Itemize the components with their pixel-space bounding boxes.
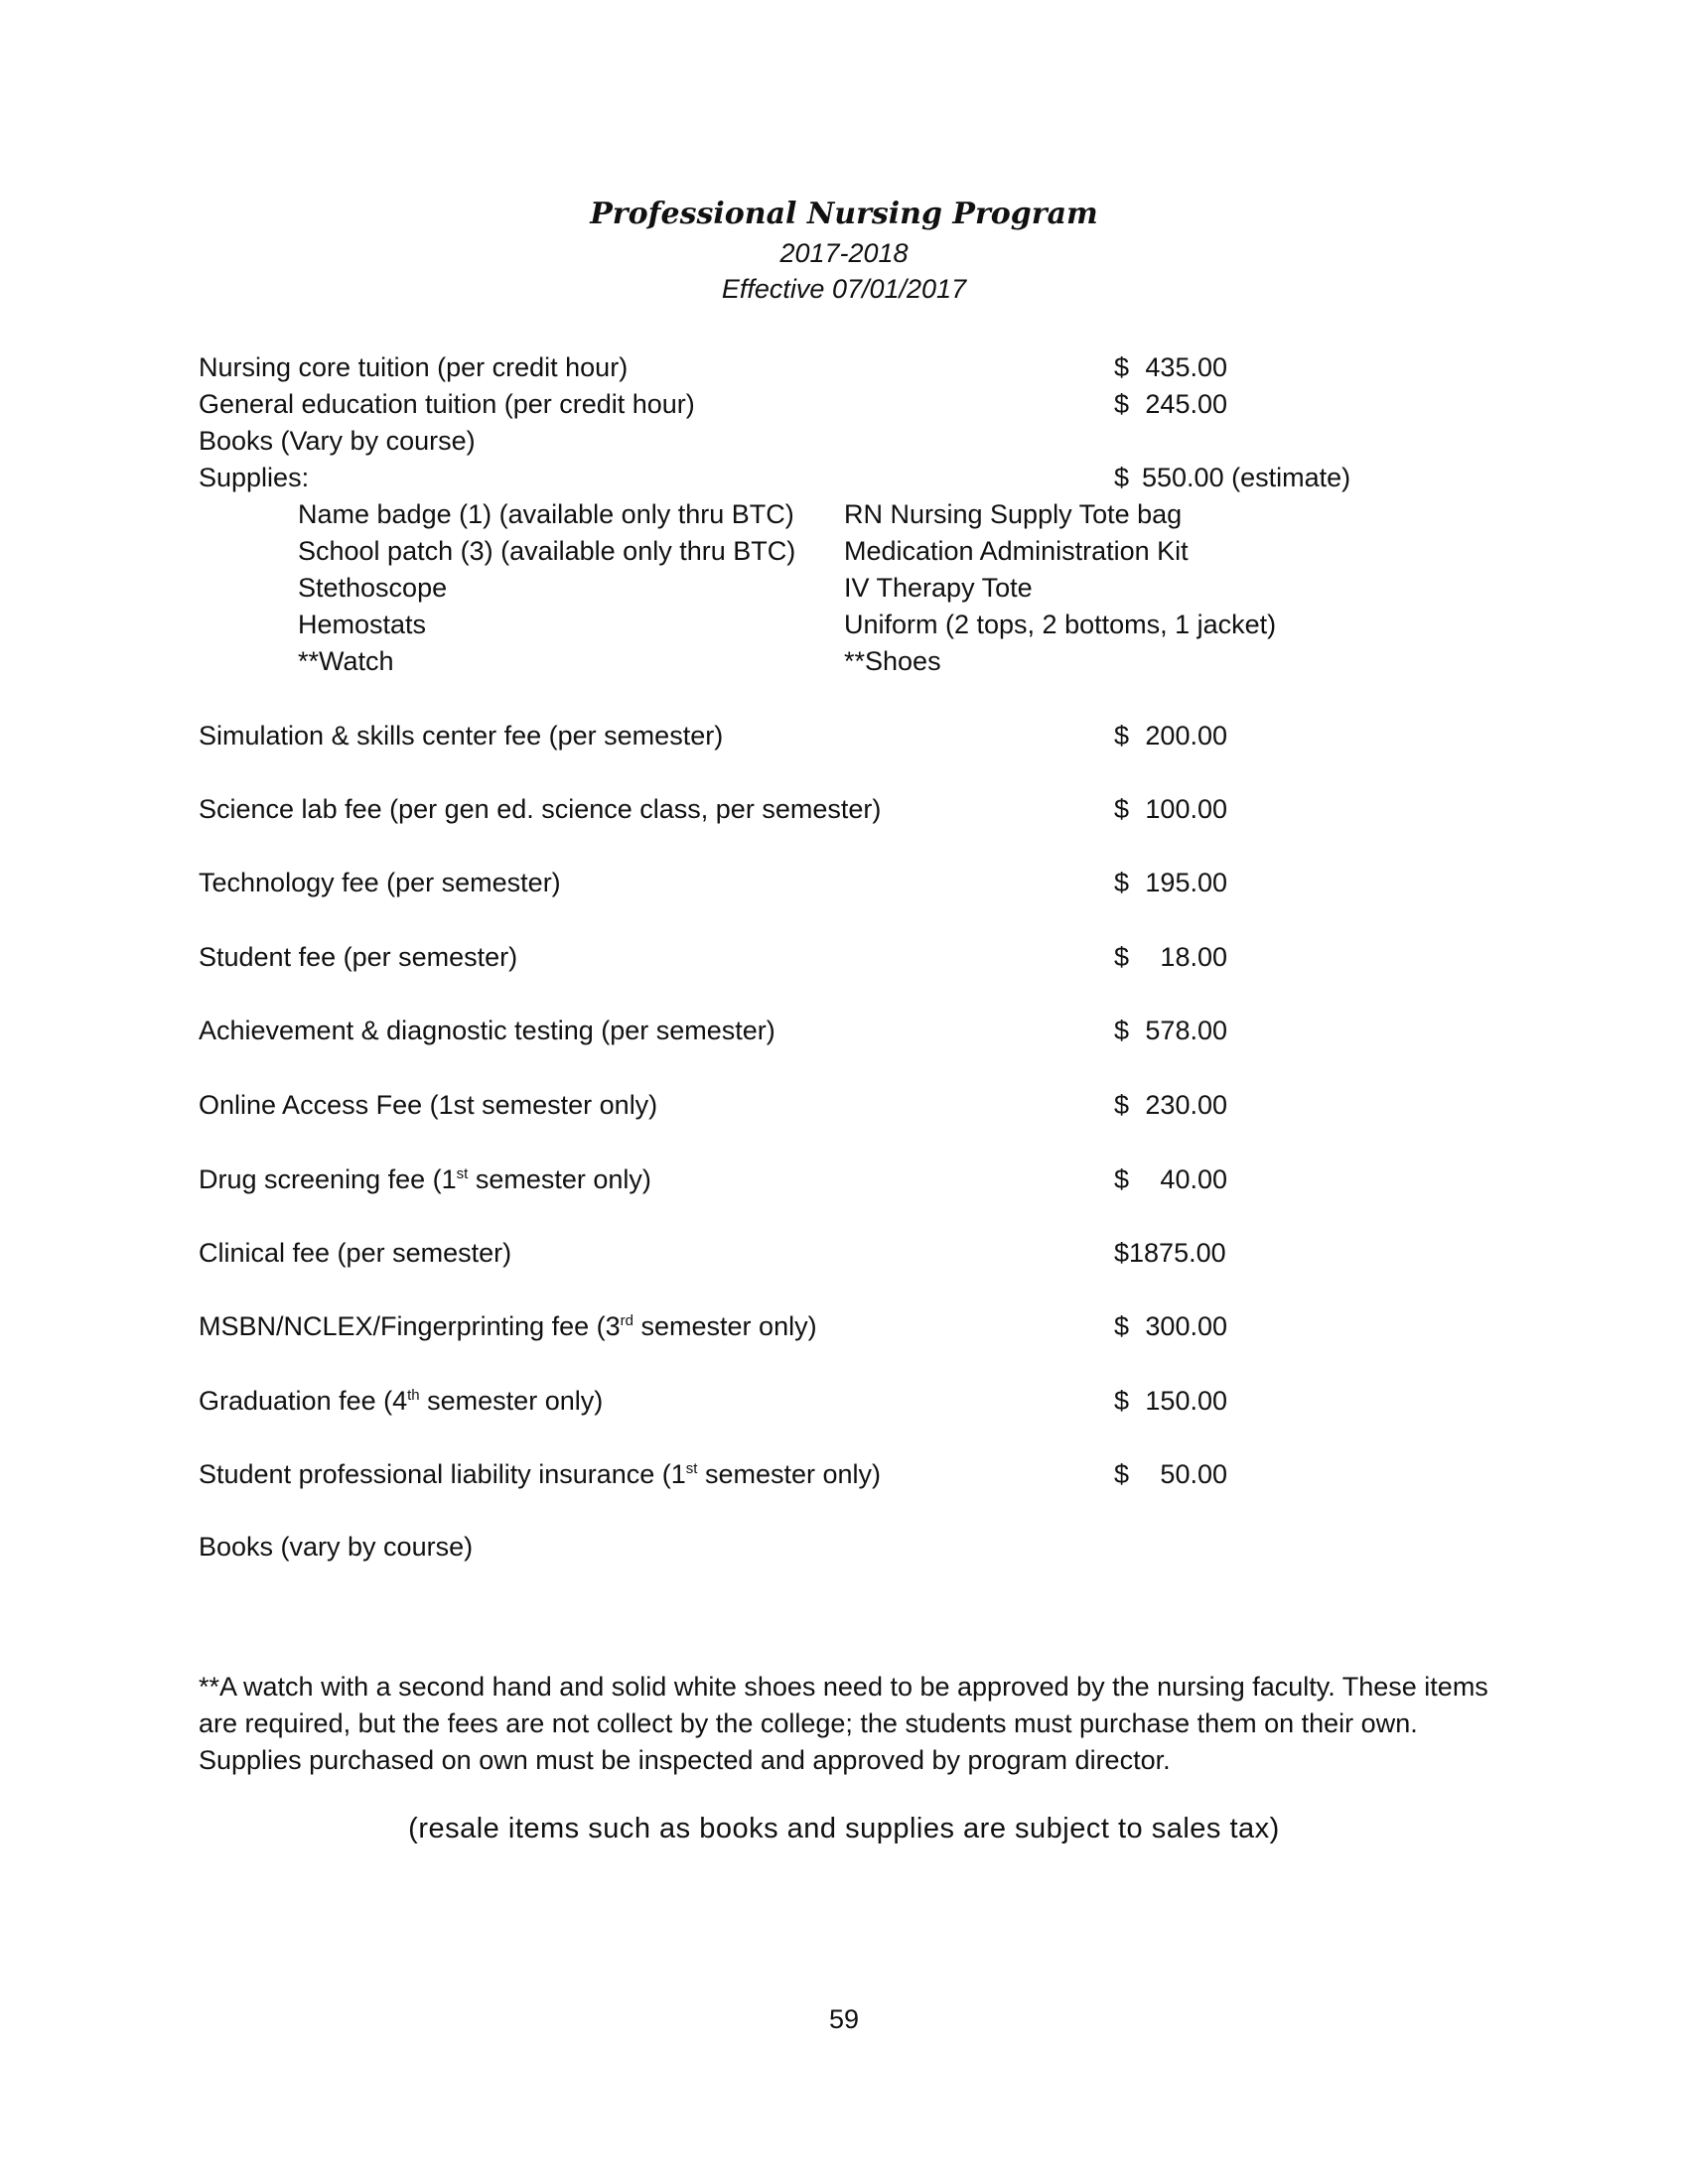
fee-label-text: semester only)	[697, 1459, 882, 1489]
ordinal-suffix: th	[407, 1387, 420, 1404]
books-note: Books (vary by course)	[199, 1532, 474, 1562]
fee-label-text: semester only)	[633, 1311, 817, 1341]
fee-amount	[1114, 939, 1227, 975]
amount-value: 550.00 (estimate)	[1142, 463, 1351, 492]
amount-value: 578.00	[1145, 1016, 1227, 1045]
currency-symbol: $	[1114, 1090, 1130, 1120]
ordinal-suffix: st	[456, 1165, 469, 1182]
fee-label: Simulation & skills center fee (per semester)	[199, 721, 724, 751]
amount-value: 150.00	[1145, 1386, 1227, 1416]
tuition-amount	[1114, 386, 1227, 422]
fee-amount	[1114, 1235, 1226, 1271]
amount-value: 300.00	[1145, 1311, 1227, 1341]
currency-symbol: $	[1114, 868, 1130, 897]
amount-value: 435.00	[1145, 352, 1227, 382]
fee-label: Technology fee (per semester)	[199, 868, 561, 897]
ordinal-suffix: st	[685, 1460, 698, 1477]
currency-symbol: $	[1114, 1311, 1130, 1341]
fee-amount	[1114, 718, 1227, 753]
fee-label-text: MSBN/NCLEX/Fingerprinting fee (3	[199, 1311, 621, 1341]
currency-symbol: $	[1114, 1459, 1130, 1489]
currency-symbol: $	[1114, 352, 1130, 382]
fee-label-text: Student professional liability insurance (1	[199, 1459, 686, 1489]
ordinal-suffix: rd	[620, 1312, 634, 1329]
supply-item: Medication Administration Kit	[844, 536, 1189, 566]
fee-amount	[1114, 1013, 1227, 1048]
amount-value: 40.00	[1160, 1164, 1227, 1194]
footnote-paragraph: **A watch with a second hand and solid white shoes need to be approved by the nursing faculty. These items are required, but the fees are not collect by the college; the students must purchase them on their own. Supplies purchased on own must be inspected and approved by program director.	[199, 1672, 1488, 1775]
amount-value: 195.00	[1145, 868, 1227, 897]
supply-item: IV Therapy Tote	[844, 573, 1033, 603]
amount-value: 100.00	[1145, 794, 1227, 824]
amount-value: 200.00	[1145, 721, 1227, 751]
tuition-amount	[1114, 349, 1227, 385]
fee-label	[199, 1456, 881, 1492]
currency-symbol: $	[1114, 1016, 1130, 1045]
fee-label	[199, 1383, 603, 1419]
fee-amount	[1114, 1456, 1227, 1492]
books-label: Books (Vary by course)	[199, 426, 476, 456]
supply-item: School patch (3) (available only thru BTC)	[298, 536, 796, 566]
fee-label	[199, 1161, 651, 1197]
supply-item: Hemostats	[298, 610, 427, 639]
amount-value: 245.00	[1145, 389, 1227, 419]
currency-symbol: $	[1114, 942, 1130, 972]
supply-item: **Shoes	[844, 646, 941, 676]
supply-item: RN Nursing Supply Tote bag	[844, 499, 1183, 529]
tuition-label: General education tuition (per credit hour)	[199, 389, 695, 419]
supply-item: Name badge (1) (available only thru BTC)	[298, 499, 794, 529]
amount-value: 230.00	[1145, 1090, 1227, 1120]
effective-date: Effective 07/01/2017	[721, 274, 967, 304]
page-title: Professional Nursing Program	[590, 197, 1098, 231]
fee-amount	[1114, 1308, 1227, 1344]
currency-symbol: $	[1114, 1386, 1130, 1416]
amount-value: 18.00	[1160, 942, 1227, 972]
fee-label-text: Drug screening fee (1	[199, 1164, 457, 1194]
fee-label-text: Graduation fee (4	[199, 1386, 408, 1416]
currency-symbol: $	[1114, 463, 1130, 492]
currency-symbol: $	[1114, 1164, 1130, 1194]
fee-label: Online Access Fee (1st semester only)	[199, 1090, 658, 1120]
program-year: 2017-2018	[779, 238, 909, 268]
supplies-amount	[1114, 460, 1350, 495]
fee-amount	[1114, 1161, 1227, 1197]
sales-tax-note: (resale items such as books and supplies are subject to sales tax)	[408, 1813, 1280, 1844]
fee-amount	[1114, 865, 1227, 900]
fee-label: Clinical fee (per semester)	[199, 1238, 512, 1268]
fee-label: Student fee (per semester)	[199, 942, 518, 972]
fee-label-text: semester only)	[419, 1386, 604, 1416]
page-number: 59	[828, 2004, 860, 2034]
amount-value: $1875.00	[1114, 1238, 1226, 1268]
tuition-label: Nursing core tuition (per credit hour)	[199, 352, 629, 382]
fee-label-text: semester only)	[468, 1164, 651, 1194]
amount-value: 50.00	[1160, 1459, 1227, 1489]
supply-item: **Watch	[298, 646, 394, 676]
currency-symbol: $	[1114, 389, 1130, 419]
fee-amount	[1114, 1383, 1227, 1419]
supplies-label: Supplies:	[199, 463, 310, 492]
currency-symbol: $	[1114, 794, 1130, 824]
supply-item: Stethoscope	[298, 573, 448, 603]
fee-label: Science lab fee (per gen ed. science class, per semester)	[199, 794, 882, 824]
fee-amount	[1114, 791, 1227, 827]
currency-symbol: $	[1114, 721, 1130, 751]
fee-label	[199, 1308, 817, 1344]
fee-amount	[1114, 1087, 1227, 1123]
supply-item: Uniform (2 tops, 2 bottoms, 1 jacket)	[844, 610, 1277, 639]
fee-label: Achievement & diagnostic testing (per semester)	[199, 1016, 775, 1045]
